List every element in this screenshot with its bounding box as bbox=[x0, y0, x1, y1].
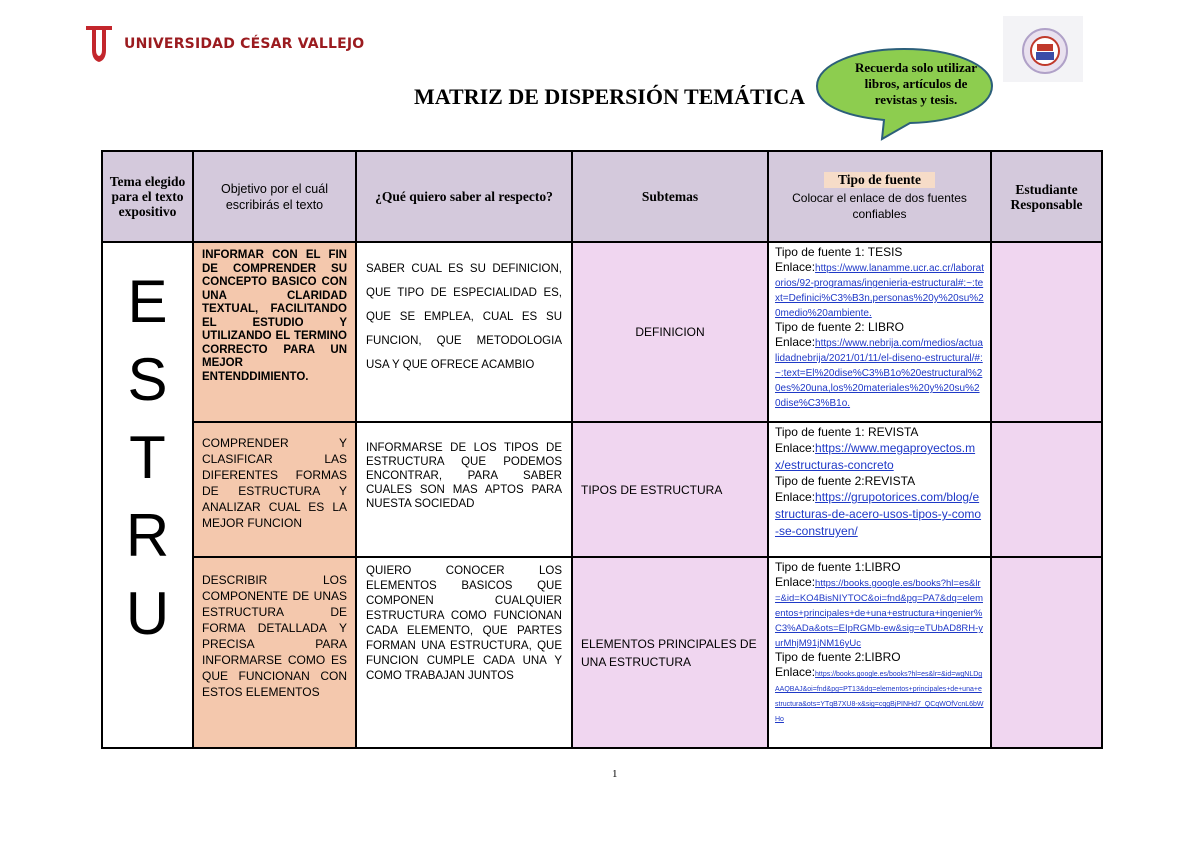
fuente2-tipo: Tipo de fuente 2:LIBRO bbox=[775, 650, 901, 664]
university-shield-icon bbox=[84, 24, 114, 64]
dispersion-matrix bbox=[101, 150, 1103, 749]
objetivo-cell: DESCRIBIR LOS COMPONENTE DE UNAS ESTRUCTURA DE FORMA DETALLADA Y PRECISA PARA INFORMARSE COMO ES QUE FUNCIONAN CON ESTOS ELEMENTOS bbox=[193, 557, 356, 748]
header-estudiante: Estudiante Responsable bbox=[991, 151, 1102, 242]
university-logo bbox=[84, 22, 364, 66]
pregunta-cell: INFORMARSE DE LOS TIPOS DE ESTRUCTURA QUE PODEMOS ENCONTRAR, PARA SABER CUALES SON MAS APTOS PARA NUESTA SOCIEDAD bbox=[356, 422, 572, 557]
page-title: MATRIZ DE DISPERSIÓN TEMÁTICA bbox=[414, 84, 805, 109]
fuente1-tipo: Tipo de fuente 1:LIBRO bbox=[775, 560, 901, 574]
reminder-text: Recuerda solo utilizar libros, artículos de revistas y tesis. bbox=[854, 60, 978, 107]
tema-letter: U bbox=[125, 580, 170, 647]
fuente1-label: Enlace: bbox=[775, 575, 816, 589]
header-tipo-fuente-title: Tipo de fuente bbox=[824, 172, 935, 188]
fuente2-link[interactable]: https://grupotorices.com/blog/estructuras-de-acero-usos-tipos-y-como-se-construyen/ bbox=[775, 490, 982, 538]
fuente2-tipo: Tipo de fuente 2: LIBRO bbox=[775, 320, 904, 334]
fuente2-label: Enlace: bbox=[775, 665, 816, 679]
fuente1-tipo: Tipo de fuente 1: TESIS bbox=[775, 245, 903, 259]
fuente-cell bbox=[768, 242, 991, 422]
estudiante-cell bbox=[991, 242, 1102, 422]
fuente2-tipo: Tipo de fuente 2:REVISTA bbox=[775, 474, 916, 488]
subtema-cell: DEFINICION bbox=[572, 242, 768, 422]
objetivo-cell: COMPRENDER Y CLASIFICAR LAS DIFERENTES FORMAS DE ESTRUCTURA Y ANALIZAR CUAL ES LA MEJOR FUNCION bbox=[193, 422, 356, 557]
subtema-cell: ELEMENTOS PRINCIPALES DE UNA ESTRUCTURA bbox=[572, 557, 768, 748]
header-objetivo: Objetivo por el cuál escribirás el texto bbox=[193, 151, 356, 242]
fuente2-label: Enlace: bbox=[775, 490, 816, 504]
fuente2-link[interactable]: https://books.google.es/books?hl=es&lr=&id=wgNLDgAAQBAJ&oi=fnd&pg=PT13&dq=elementos+principales+de+una+estructura&ots=YTqB7XU8-x&sig=cqgBjPINHd7_QCqWOfVcnL6bWHo bbox=[775, 671, 984, 723]
header-tipo-fuente bbox=[768, 151, 991, 242]
header-row bbox=[102, 151, 1102, 242]
header-pregunta: ¿Qué quiero saber al respecto? bbox=[356, 151, 572, 242]
fuente-cell bbox=[768, 422, 991, 557]
fuente-cell bbox=[768, 557, 991, 748]
header-tipo-fuente-sub: Colocar el enlace de dos fuentes confiables bbox=[792, 190, 967, 221]
pregunta-cell: SABER CUAL ES SU DEFINICION, QUE TIPO DE ESPECIALIDAD ES, QUE SE EMPLEA, CUAL ES SU FUNCION, QUE METODOLOGIA USA Y QUE OFRECE ACAMBIO bbox=[356, 242, 572, 422]
table-row bbox=[102, 242, 1102, 422]
fuente1-label: Enlace: bbox=[775, 260, 816, 274]
objetivo-cell: INFORMAR CON EL FIN DE COMPRENDER SU CONCEPTO BASICO CON UNA CLARIDAD TEXTUAL, FACILITANDO EL ESTUDIO Y UTILIZANDO EL TERMINO CORRECTO PARA UN MEJOR ENTENDDIMIENTO. bbox=[193, 242, 356, 422]
pregunta-cell: QUIERO CONOCER LOS ELEMENTOS BASICOS QUE COMPONEN CUALQUIER ESTRUCTURA COMO FUNCIONAN CADA ELEMENTO, QUE PARTES FORMAN UNA ESTRUCTURA, QUE FUNCION CUMPLE CADA UNA Y COMO TRABAJAN JUNTOS bbox=[356, 557, 572, 748]
estudiante-cell bbox=[991, 557, 1102, 748]
institution-name: UNIVERSIDAD CÉSAR VALLEJO bbox=[124, 36, 365, 52]
tema-letter: T bbox=[129, 424, 166, 491]
page-number: 1 bbox=[612, 768, 618, 780]
fuente1-link[interactable]: https://www.lanamme.ucr.ac.cr/laboratorios/92-programas/ingenieria-estructural#:~:text=Definici%C3%B3n,personas%20y%20su%20medio%20ambiente. bbox=[775, 263, 984, 319]
fuente2-link[interactable]: https://www.nebrija.com/medios/actualidadnebrija/2021/01/11/el-diseno-estructural/#:~:text=El%20dise%C3%B1o%20estructural%20es%20una,los%20materiales%20y%20su%20dise%C3%B1o. bbox=[775, 338, 983, 409]
fuente1-label: Enlace: bbox=[775, 441, 816, 455]
estudiante-cell bbox=[991, 422, 1102, 557]
fuente1-link[interactable]: https://www.megaproyectos.mx/estructuras-concreto bbox=[775, 441, 976, 472]
table-row bbox=[102, 557, 1102, 748]
header-tema: Tema elegido para el texto expositivo bbox=[102, 151, 193, 242]
tema-letter: S bbox=[127, 346, 168, 413]
fuente1-link[interactable]: https://books.google.es/books?hl=es&lr=&id=KO4BisNIYTOC&oi=fnd&pg=PA7&dq=elementos+principales+de+una+estructura+ingenier%C3%ADa&ots=EIpRGMb-ew&sig=eTUbAD8RH-yurMhjM91jNM16yUc bbox=[775, 578, 984, 649]
tema-letter: R bbox=[125, 502, 170, 569]
header-subtemas: Subtemas bbox=[572, 151, 768, 242]
table-row bbox=[102, 422, 1102, 557]
tema-letters bbox=[102, 242, 193, 748]
fuente1-tipo: Tipo de fuente 1: REVISTA bbox=[775, 425, 919, 439]
fuente2-label: Enlace: bbox=[775, 335, 816, 349]
tema-letter: E bbox=[127, 268, 168, 335]
university-seal-icon bbox=[1003, 16, 1083, 82]
subtema-cell: TIPOS DE ESTRUCTURA bbox=[572, 422, 768, 557]
